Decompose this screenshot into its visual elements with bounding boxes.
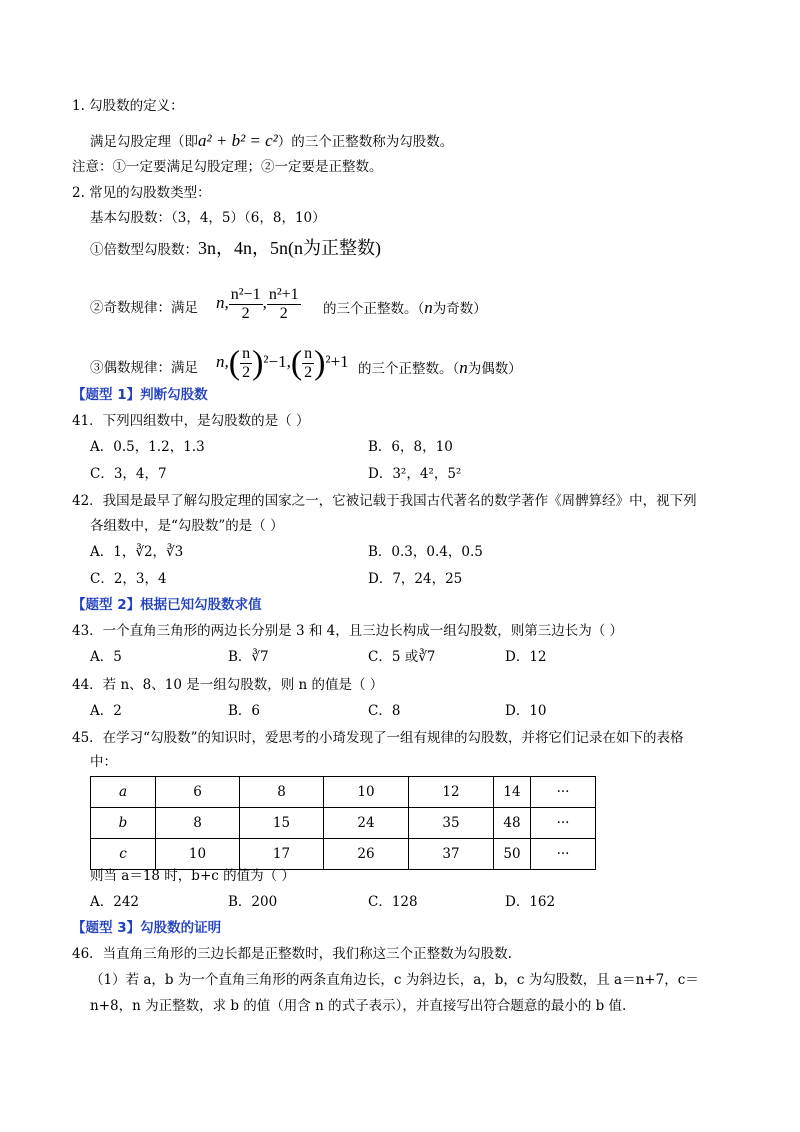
definition-prefix: 满足勾股定理（即	[90, 134, 198, 150]
q44-option-d: D．10	[505, 703, 547, 719]
q42-option-a: A．1，∛2，∛3	[90, 544, 184, 560]
odd-rule-label: ②奇数规律：满足	[90, 300, 198, 316]
odd-fraction-2: $\frac{\text{n²+1}}{2}$	[268, 286, 299, 322]
q46-part-1-line-2: n+8，n 为正整数，求 b 的值（用含 n 的式子表示），并直接写出符合题意的最小的 b 值.	[90, 998, 627, 1014]
q42-stem-line-1: 42．我国是最早了解勾股定理的国家之一，它被记载于我国古代著名的数学著作《周髀算经》中，视下列	[72, 493, 697, 509]
section-1-title: 1. 勾股数的定义：	[72, 98, 184, 114]
q43-option-a: A．5	[90, 649, 122, 665]
q44-option-b: B．6	[228, 703, 261, 719]
q41-option-a: A．0.5，1.2，1.3	[90, 439, 205, 455]
odd-fraction-1: $\frac{\text{n²−1}}{2}$	[230, 286, 261, 322]
q46-part-1-line-1: （1）若 a，b 为一个直角三角形的两条直角边长，c 为斜边长，a，b，c 为勾股数，且 a＝n+7，c＝	[90, 972, 699, 988]
q42-stem-line-2: 各组数中，是“勾股数”的是（ ）	[90, 518, 284, 534]
q45-option-b: B．200	[228, 894, 278, 910]
section-2-title: 2. 常见的勾股数类型：	[72, 185, 211, 201]
even-fraction-2: $\frac{n}{2}$	[304, 345, 313, 381]
odd-n: n,	[216, 293, 229, 312]
table-row: c 10 17 26 37 50 ···	[91, 839, 596, 870]
q41-stem: 41．下列四组数中，是勾股数的是（ ）	[72, 413, 310, 429]
q43-option-b: B．∛7	[228, 649, 269, 665]
q42-option-c: C．2，3，4	[90, 571, 167, 587]
q43-option-c: C．5 或∛7	[368, 649, 436, 665]
type-1-heading: 【题型 1】判断勾股数	[72, 387, 208, 403]
q43-stem: 43．一个直角三角形的两边长分别是 3 和 4，且三边长构成一组勾股数，则第三边长为（ ）	[72, 623, 624, 639]
q45-after-table: 则当 a＝18 时，b+c 的值为（ ）	[90, 868, 295, 884]
q41-option-c: C．3，4，7	[90, 466, 167, 482]
even-n: n,	[216, 352, 229, 371]
definition-suffix: ）的三个正整数称为勾股数。	[277, 134, 454, 150]
multiple-type-label: ①倍数型勾股数：	[90, 242, 198, 258]
q42-option-d: D．7，24，25	[368, 571, 463, 587]
note-line: 注意：①一定要满足勾股定理；②一定要是正整数。	[72, 159, 383, 175]
q46-stem: 46．当直角三角形的三边长都是正整数时，我们称这三个正整数为勾股数.	[72, 946, 512, 962]
even-rule-formula: n,( $\frac{n}{2}$ )²−1,( $\frac{n}{2}$ )²+1	[216, 344, 349, 382]
definition-line	[90, 131, 453, 152]
table-row: b 8 15 24 35 48 ···	[91, 808, 596, 839]
q45-data-table	[90, 776, 596, 870]
q45-stem-line-2: 中：	[90, 754, 117, 770]
q45-option-a: A．242	[90, 894, 140, 910]
q45-option-c: C．128	[368, 894, 418, 910]
type-3-heading: 【题型 3】勾股数的证明	[72, 920, 222, 936]
q43-option-d: D．12	[505, 649, 547, 665]
q44-option-a: A．2	[90, 703, 122, 719]
type-2-heading: 【题型 2】根据已知勾股数求值	[72, 597, 262, 613]
q44-option-c: C．8	[368, 703, 401, 719]
multiple-type-line	[90, 238, 381, 260]
odd-rule-formula: n, $\frac{\text{n²−1}}{2}$ , $\frac{\text{n²+1}}{2}$	[216, 286, 299, 322]
q41-option-b: B．6，8，10	[368, 439, 453, 455]
q41-option-d: D．3²，4²，5²	[368, 466, 462, 482]
q42-option-b: B．0.3，0.4，0.5	[368, 544, 483, 560]
even-rule-label: ③偶数规律：满足	[90, 360, 198, 376]
q44-stem: 44．若 n、8、10 是一组勾股数，则 n 的值是（ ）	[72, 677, 384, 693]
even-fraction-1: $\frac{n}{2}$	[242, 345, 251, 381]
odd-rule-note: 的三个正整数。（n为奇数）	[323, 298, 487, 317]
basic-triples: 基本勾股数：（3，4，5）（6，8，10）	[90, 210, 326, 226]
even-rule-note: 的三个正整数。（n为偶数）	[358, 358, 522, 377]
table-row: a 6 8 10 12 14 ···	[91, 777, 596, 808]
multiple-type-formula: 3n，4n，5n(n为正整数)	[198, 238, 381, 258]
pythagorean-formula: a² + b² = c²	[198, 131, 278, 150]
q45-option-d: D．162	[505, 894, 556, 910]
q45-stem-line-1: 45．在学习“勾股数”的知识时，爱思考的小琦发现了一组有规律的勾股数，并将它们记录在如下的表格	[72, 730, 684, 746]
